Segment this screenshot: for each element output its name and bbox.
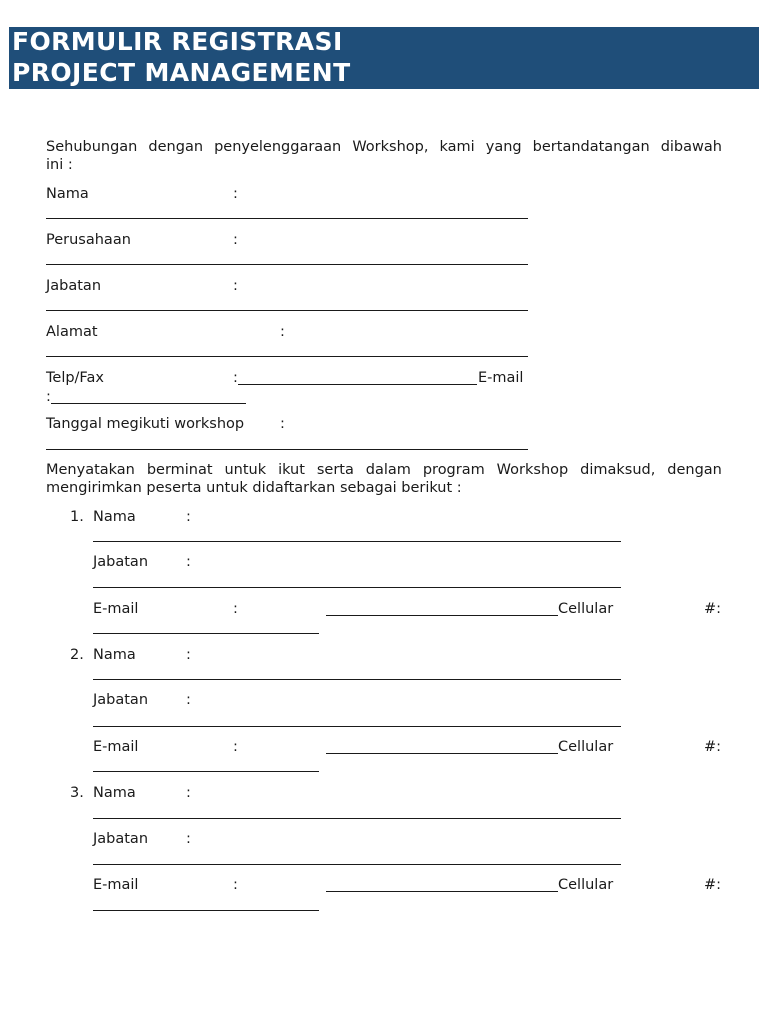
participant-label-nama: Nama [93,785,136,801]
form-title-line-2: PROJECT MANAGEMENT [12,58,351,87]
field-colon: : [186,509,191,525]
participant-label-nama: Nama [93,509,136,525]
intro-word: dibawah [660,139,722,155]
intro-line-2: ini : [46,157,73,173]
participant-label-hash: #: [704,739,722,755]
field-label-nama: Nama [46,186,89,202]
email-input-line[interactable] [51,403,246,404]
statement-word: dimaksud, [580,462,656,478]
form-title-line-1: FORMULIR REGISTRASI [12,27,343,56]
intro-word: dengan [148,139,204,155]
field-label-alamat: Alamat [46,324,98,340]
intro-word: yang [485,139,522,155]
field-colon: : [186,554,191,570]
intro-word: penyelenggaraan [214,139,342,155]
field-colon: : [233,877,238,893]
statement-word: dengan [667,462,722,478]
participant-nama-input-line[interactable] [93,541,621,542]
participant-jabatan-input-line[interactable] [93,864,621,865]
field-colon: : [186,785,191,801]
tanggal-input-line[interactable] [46,449,528,450]
intro-word: kami [439,139,475,155]
field-colon: : [280,416,285,432]
statement-word: serta [316,462,354,478]
participant-number: 2. [70,647,84,663]
alamat-input-line[interactable] [46,356,528,357]
participant-cellular-input-line[interactable] [93,910,319,911]
field-colon: : [233,601,238,617]
participant-label-jabatan: Jabatan [93,554,149,570]
intro-word: Sehubungan [46,139,138,155]
jabatan-input-line[interactable] [46,310,528,311]
participant-nama-input-line[interactable] [93,679,621,680]
participant-label-email: E-mail [93,601,139,617]
statement-line-1 [46,461,722,479]
participant-label-email: E-mail [93,739,139,755]
participant-label-cellular: Cellular [558,739,614,755]
participant-jabatan-input-line[interactable] [93,726,621,727]
statement-word: berminat [146,462,213,478]
field-colon: : [233,186,238,202]
statement-word: ikut [278,462,305,478]
participant-label-jabatan: Jabatan [93,831,149,847]
field-colon: : [186,647,191,663]
title-banner [9,27,759,89]
statement-line-2: mengirimkan peserta untuk didaftarkan sebagai berikut : [46,480,462,496]
participant-jabatan-input-line[interactable] [93,587,621,588]
field-colon: : [233,278,238,294]
intro-line-1 [46,138,722,156]
participant-number: 1. [70,509,84,525]
participant-label-hash: #: [704,601,722,617]
participant-email-input-line[interactable] [326,891,558,892]
participant-email-input-line[interactable] [326,615,558,616]
nama-input-line[interactable] [46,218,528,219]
field-colon: : [46,389,51,405]
participant-label-cellular: Cellular [558,601,614,617]
field-label-perusahaan: Perusahaan [46,232,131,248]
intro-word: Workshop, [352,139,429,155]
statement-word: Workshop [496,462,569,478]
field-label-telp-fax: Telp/Fax [46,370,104,386]
participant-cellular-input-line[interactable] [93,633,319,634]
statement-word: program [422,462,485,478]
participant-label-nama: Nama [93,647,136,663]
participant-email-input-line[interactable] [326,753,558,754]
field-colon: : [233,739,238,755]
participant-label-hash: #: [704,877,722,893]
statement-word: untuk [224,462,267,478]
participant-label-email: E-mail [93,877,139,893]
participant-number: 3. [70,785,84,801]
field-label-email: E-mail [478,370,524,386]
perusahaan-input-line[interactable] [46,264,528,265]
field-colon: : [186,692,191,708]
statement-word: Menyatakan [46,462,135,478]
field-colon: : [280,324,285,340]
participant-label-jabatan: Jabatan [93,692,149,708]
participant-nama-input-line[interactable] [93,818,621,819]
field-colon: : [233,370,238,386]
participant-label-cellular: Cellular [558,877,614,893]
field-label-jabatan: Jabatan [46,278,102,294]
intro-word: bertandatangan [532,139,650,155]
telp-fax-input-line[interactable] [238,384,477,385]
participant-cellular-input-line[interactable] [93,771,319,772]
statement-word: dalam [365,462,411,478]
field-label-tanggal: Tanggal megikuti workshop [46,416,245,432]
field-colon: : [233,232,238,248]
field-colon: : [186,831,191,847]
